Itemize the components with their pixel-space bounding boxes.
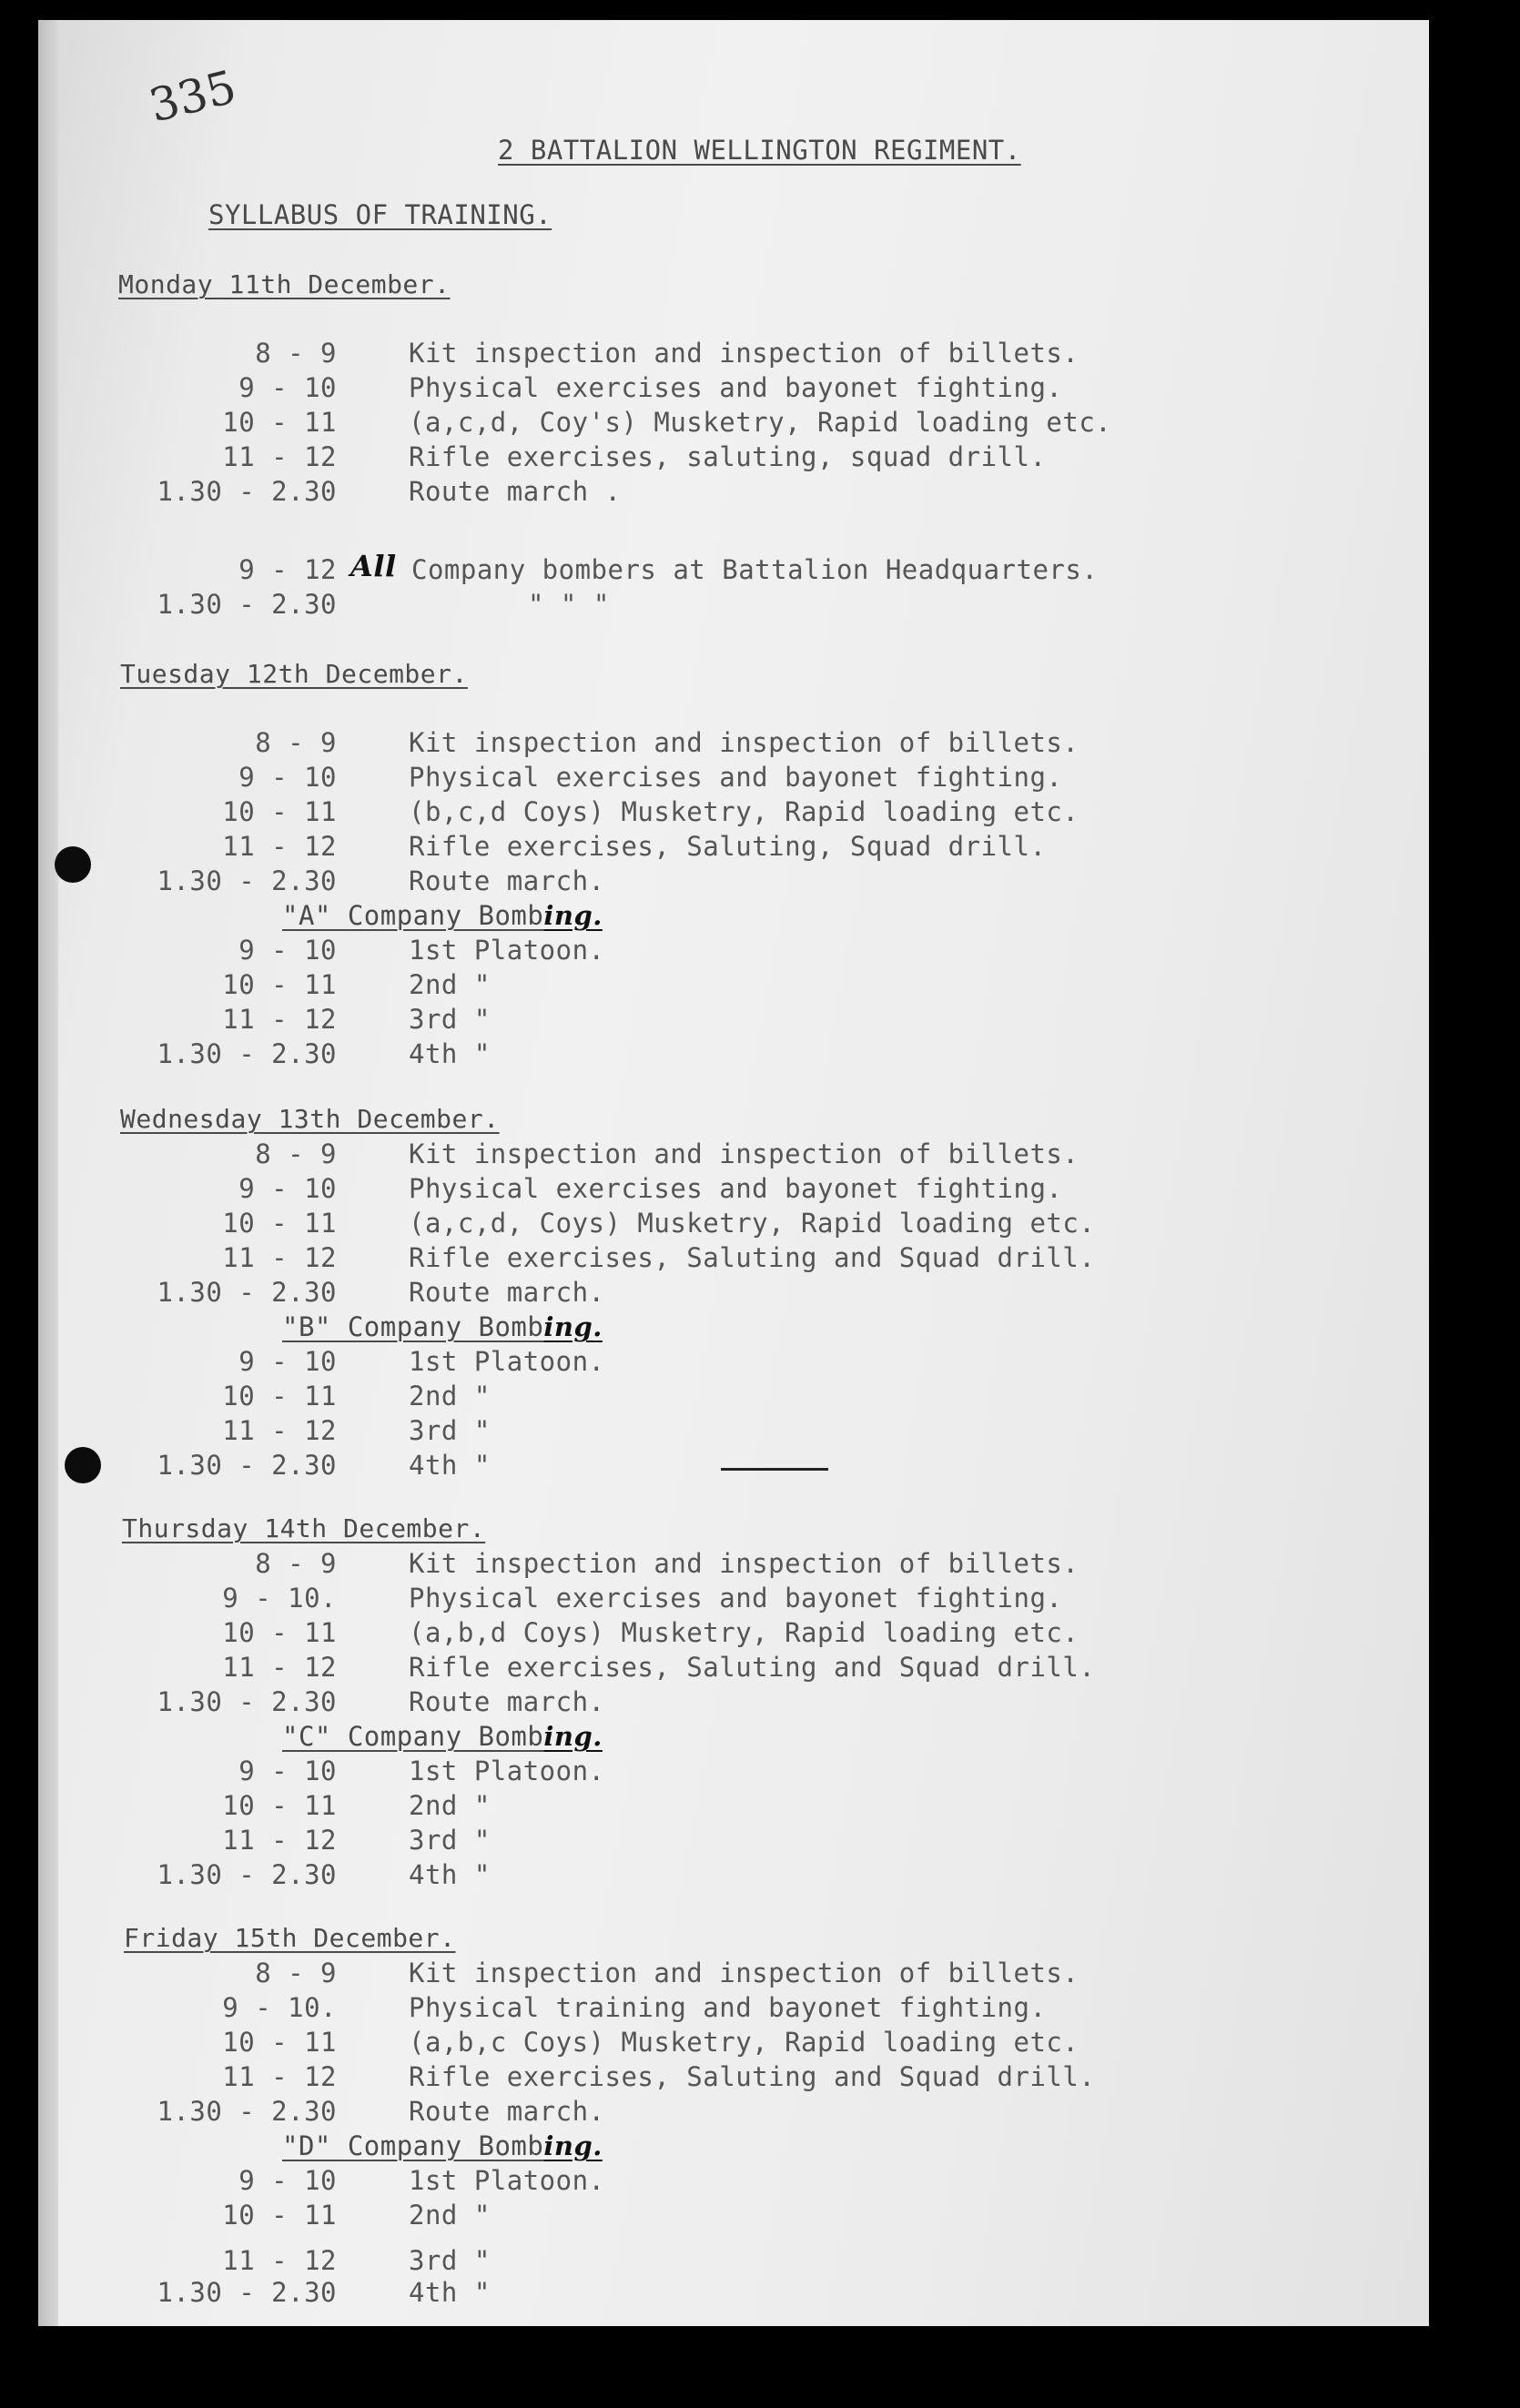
platoon: 3rd ": [409, 2245, 491, 2276]
time-slot: 10 - 11: [222, 1617, 337, 1648]
activity: (a,b,c Coys) Musketry, Rapid loading etc.: [409, 2027, 1079, 2058]
day-heading-friday: Friday 15th December.: [124, 1923, 456, 1953]
time-slot: 9 - 10: [238, 762, 337, 793]
time-slot: 1.30 - 2.30: [157, 1277, 337, 1308]
time-slot: 9 - 10: [238, 935, 337, 966]
time-slot: 10 - 11: [222, 796, 337, 827]
ditto-marks: " " ": [528, 589, 610, 620]
time-slot: 9 - 12: [238, 554, 337, 585]
time-slot: 8 - 9: [255, 1958, 337, 1988]
folio-number: 335: [144, 60, 242, 133]
activity: (a,c,d, Coys) Musketry, Rapid loading etc.: [409, 1208, 1096, 1239]
document-page: [38, 20, 1429, 2326]
time-slot: 9 - 10: [238, 372, 337, 403]
time-slot: 8 - 9: [255, 338, 337, 369]
time-slot: 10 - 11: [222, 1381, 337, 1411]
punch-hole-top: [55, 846, 91, 883]
time-slot: 9 - 10.: [222, 1992, 337, 2023]
platoon: 2nd ": [409, 969, 491, 1000]
time-slot: 8 - 9: [255, 1548, 337, 1579]
time-slot: 10 - 11: [222, 969, 337, 1000]
day-heading-monday: Monday 11th December.: [118, 269, 451, 299]
handwritten-suffix: ing.: [543, 2130, 603, 2161]
activity: Kit inspection and inspection of billets.: [409, 727, 1079, 758]
activity: Rifle exercises, Saluting, Squad drill.: [409, 831, 1047, 862]
time-slot: 8 - 9: [255, 1138, 337, 1169]
activity: Physical exercises and bayonet fighting.: [409, 1583, 1063, 1614]
time-slot: 11 - 12: [222, 1004, 337, 1035]
handwritten-annotation: All: [350, 549, 397, 583]
company-bombing-typed: "B" Company Bomb: [282, 1311, 544, 1342]
activity: (a,c,d, Coy's) Musketry, Rapid loading etc.: [409, 407, 1112, 438]
activity: Physical exercises and bayonet fighting.: [409, 1173, 1063, 1204]
platoon: 4th ": [409, 1859, 491, 1890]
activity: Rifle exercises, Saluting and Squad drill.: [409, 1242, 1096, 1273]
time-slot: 10 - 11: [222, 2027, 337, 2058]
activity: Rifle exercises, saluting, squad drill.: [409, 441, 1047, 472]
platoon: 2nd ": [409, 1381, 491, 1411]
activity: Physical exercises and bayonet fighting.: [409, 372, 1063, 403]
time-slot: 10 - 11: [222, 2200, 337, 2231]
time-slot: 11 - 12: [222, 2245, 337, 2276]
activity: Route march.: [409, 1686, 605, 1717]
platoon: 1st Platoon.: [409, 1346, 605, 1377]
activity: Route march.: [409, 1277, 605, 1308]
handwritten-suffix: ing.: [543, 900, 603, 931]
time-slot: 11 - 12: [222, 831, 337, 862]
activity: Physical exercises and bayonet fighting.: [409, 762, 1063, 793]
activity: Route march.: [409, 2096, 605, 2127]
company-bombing-typed: "A" Company Bomb: [282, 900, 544, 931]
day-heading-wednesday: Wednesday 13th December.: [120, 1104, 500, 1134]
activity: Rifle exercises, Saluting and Squad drill.: [409, 2061, 1096, 2092]
activity: Kit inspection and inspection of billets.: [409, 338, 1079, 369]
time-slot: 11 - 12: [222, 1242, 337, 1273]
company-bombing-typed: "C" Company Bomb: [282, 1721, 544, 1752]
time-slot: 1.30 - 2.30: [157, 1859, 337, 1890]
time-slot: 11 - 12: [222, 1825, 337, 1856]
time-slot: 9 - 10: [238, 1346, 337, 1377]
platoon: 4th ": [409, 1450, 491, 1481]
document-subtitle: SYLLABUS OF TRAINING.: [208, 199, 552, 230]
time-slot: 1.30 - 2.30: [157, 476, 337, 507]
time-slot: 9 - 10: [238, 2165, 337, 2196]
activity: Kit inspection and inspection of billets.: [409, 1958, 1079, 1988]
activity: (a,b,d Coys) Musketry, Rapid loading etc.: [409, 1617, 1079, 1648]
company-bombing-heading: [282, 1311, 603, 1342]
time-slot: 1.30 - 2.30: [157, 1038, 337, 1069]
document-title: 2 BATTALION WELLINGTON REGIMENT.: [498, 135, 1021, 166]
platoon: 2nd ": [409, 1790, 491, 1821]
activity: Company bombers at Battalion Headquarters.: [411, 554, 1099, 585]
time-slot: 11 - 12: [222, 1415, 337, 1446]
activity: Route march .: [409, 476, 622, 507]
handwritten-suffix: ing.: [543, 1311, 603, 1342]
time-slot: 1.30 - 2.30: [157, 2096, 337, 2127]
company-bombing-typed: "D" Company Bomb: [282, 2130, 544, 2161]
company-bombing-heading: [282, 2130, 603, 2161]
time-slot: 9 - 10: [238, 1755, 337, 1786]
time-slot: 9 - 10.: [222, 1583, 337, 1614]
activity: Kit inspection and inspection of billets.: [409, 1138, 1079, 1169]
platoon: 1st Platoon.: [409, 1755, 605, 1786]
time-slot: 11 - 12: [222, 2061, 337, 2092]
time-slot: 8 - 9: [255, 727, 337, 758]
time-slot: 1.30 - 2.30: [157, 589, 337, 620]
company-bombing-heading: [282, 900, 603, 931]
time-slot: 9 - 10: [238, 1173, 337, 1204]
activity: (b,c,d Coys) Musketry, Rapid loading etc.: [409, 796, 1079, 827]
time-slot: 1.30 - 2.30: [157, 2277, 337, 2308]
platoon: 3rd ": [409, 1825, 491, 1856]
handwritten-suffix: ing.: [543, 1721, 603, 1752]
activity: Physical training and bayonet fighting.: [409, 1992, 1047, 2023]
platoon: 4th ": [409, 1038, 491, 1069]
activity: Rifle exercises, Saluting and Squad drill.: [409, 1652, 1096, 1683]
activity: Kit inspection and inspection of billets.: [409, 1548, 1079, 1579]
activity: Route march.: [409, 865, 605, 896]
time-slot: 11 - 12: [222, 1652, 337, 1683]
platoon: 2nd ": [409, 2200, 491, 2231]
day-heading-thursday: Thursday 14th December.: [122, 1513, 486, 1543]
time-slot: 1.30 - 2.30: [157, 865, 337, 896]
time-slot: 10 - 11: [222, 1790, 337, 1821]
time-slot: 10 - 11: [222, 407, 337, 438]
time-slot: 11 - 12: [222, 441, 337, 472]
company-bombing-heading: [282, 1721, 603, 1752]
platoon: 1st Platoon.: [409, 935, 605, 966]
platoon: 4th ": [409, 2277, 491, 2308]
platoon: 1st Platoon.: [409, 2165, 605, 2196]
ink-line: [721, 1468, 828, 1471]
page-edge: [38, 20, 58, 2326]
time-slot: 1.30 - 2.30: [157, 1450, 337, 1481]
time-slot: 1.30 - 2.30: [157, 1686, 337, 1717]
time-slot: 10 - 11: [222, 1208, 337, 1239]
day-heading-tuesday: Tuesday 12th December.: [120, 659, 468, 689]
platoon: 3rd ": [409, 1415, 491, 1446]
platoon: 3rd ": [409, 1004, 491, 1035]
